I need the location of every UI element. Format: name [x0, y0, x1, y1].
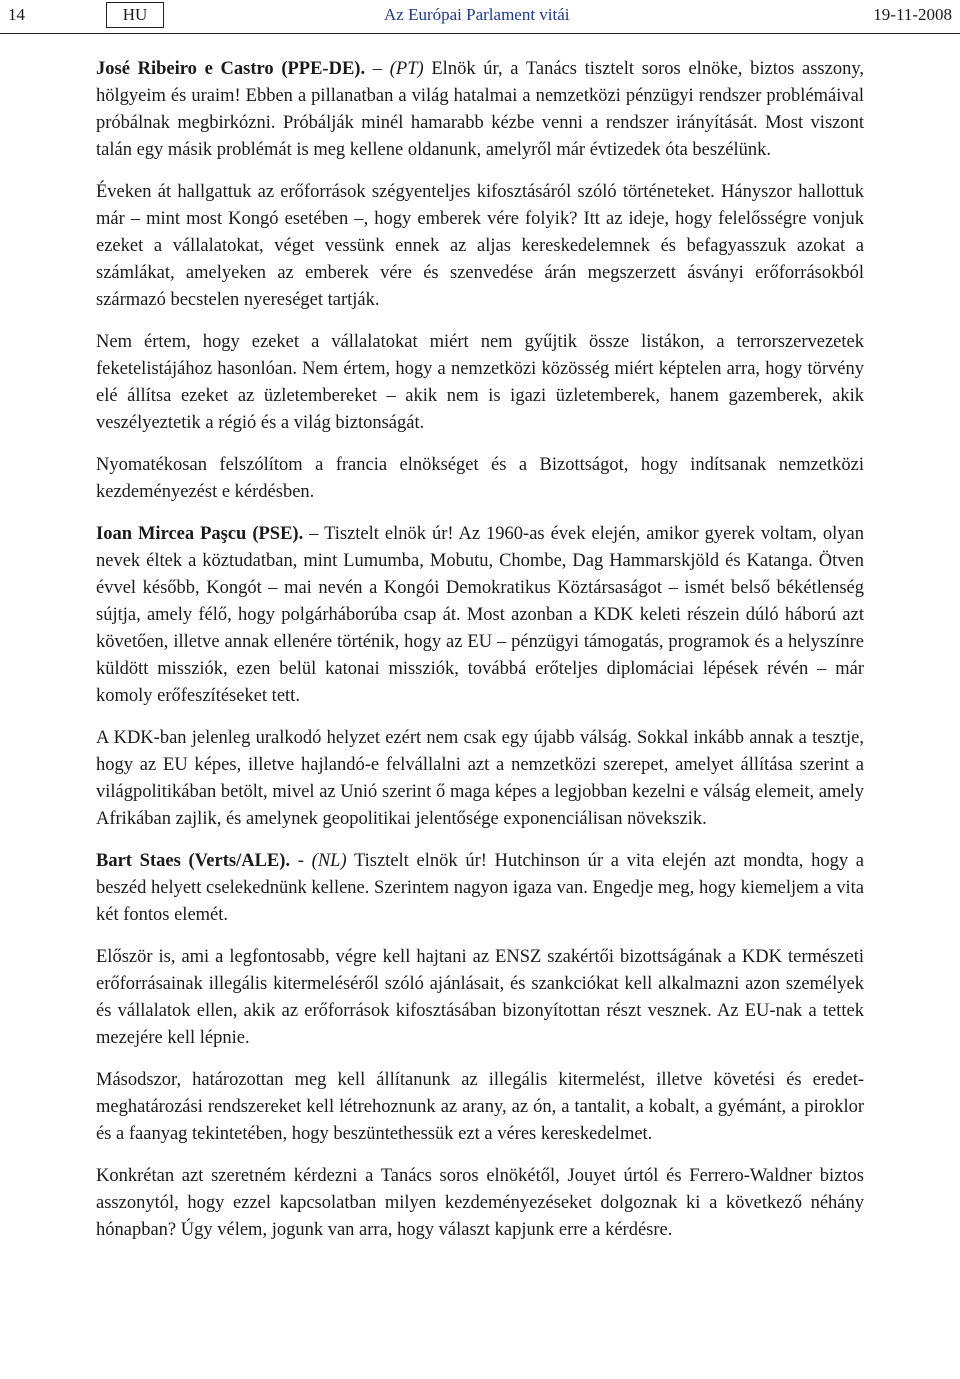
- paragraph-text: Nem értem, hogy ezeket a vállalatokat miért nem gyűjtik össze listákon, a terrorszervezetek feketelistájához hasonlóan. Nem értem, hogy a nemzetközi közösség miért képtelen arra, hogy törvény elé állítsa ezeket az üzletembereket – akik nem is igazi üzletemberek, hanem gazemberek, akik veszélyeztetik a régió és a világ biztonságát.: [96, 332, 864, 433]
- language-tag: (PT): [389, 59, 424, 79]
- speaker-name: Bart Staes (Verts/ALE).: [96, 851, 291, 871]
- separator: –: [365, 59, 390, 79]
- paragraph-text: Tisztelt elnök úr! Az 1960-as évek elején, amikor gyerek voltam, olyan nevek éltek a köztudatban, mint Lumumba, Mobutu, Chombe, Dag Hammarskjöld és Katanga. Ötven évvel később, Kongót – mai nevén a Kongói Demokratikus Köztársaságot – ismét belső békétlenség sújtja, amely félő, hogy polgárháborúba csap át. Most azonban a KDK keleti részein dúló háború azt követően, illetve annak ellenére történik, hogy az EU – pénzügyi támogatás, programok és a helyszínre küldött missziók, ezen belül katonai missziók, továbbá erőteljes diplomáciai lépések révén – már komoly erőfeszítéseket tett.: [96, 524, 865, 706]
- paragraph: [96, 329, 864, 437]
- publication-title: Az Európai Parlament vitái: [384, 5, 570, 24]
- document-body: [96, 56, 864, 1259]
- paragraph: [96, 179, 864, 314]
- paragraph: [96, 452, 864, 506]
- paragraph-text: Először is, ami a legfontosabb, végre kell hajtani az ENSZ szakértői bizottságának a KDK természeti erőforrásainak illegális kitermeléséről szóló ajánlásait, és szankciókat kell alkalmazni azon személyek és vállalatok ellen, akik az erőforrások kifosztásában bizonyítottan részt vesznek. Az EU-nak a tettek mezejére kell lépnie.: [96, 947, 864, 1048]
- publication-date: 19-11-2008: [873, 5, 952, 24]
- paragraph-text: Nyomatékosan felszólítom a francia elnökséget és a Bizottságot, hogy indítsanak nemzetközi kezdeményezést e kérdésben.: [96, 455, 864, 502]
- speaker-name: José Ribeiro e Castro (PPE-DE).: [96, 59, 366, 79]
- paragraph-text: A KDK-ban jelenleg uralkodó helyzet ezért nem csak egy újabb válság. Sokkal inkább annak a tesztje, hogy az EU képes, illetve hajlandó-e felvállalni azt a nemzetközi szerepet, amelyet állítása szerint a világpolitikában betölt, mivel az Unió szerint ő maga képes a legjobban kezelni e válság elemeit, amely Afrikában zajlik, és amelynek geopolitikai jelentősége exponenciálisan növekszik.: [96, 728, 864, 829]
- paragraph: [96, 1067, 864, 1148]
- paragraph: [96, 848, 864, 929]
- paragraph-text: Konkrétan azt szeretném kérdezni a Tanács soros elnökétől, Jouyet úrtól és Ferrero-Waldner biztos asszonytól, hogy ezzel kapcsolatban milyen kezdeményezéseket dolgoznak ki a következő néhány hónapban? Úgy vélem, jogunk van arra, hogy választ kapjunk erre a kérdésre.: [96, 1166, 864, 1240]
- paragraph-text: Másodszor, határozottan meg kell állítanunk az illegális kitermelést, illetve követési és eredet-meghatározási rendszereket kell létrehoznunk az arany, az ón, a tantalit, a kobalt, a gyémánt, a piroklor és a faanyag tekintetében, hogy beszüntethessük ezt a véres kereskedelmet.: [96, 1070, 864, 1144]
- paragraph: [96, 944, 864, 1052]
- header-divider: [0, 33, 960, 34]
- paragraph-text: Elnök úr, a Tanács tisztelt soros elnöke, biztos asszony, hölgyeim és uraim! Ebben a pillanatban a világ hatalmai a nemzetközi pénzügyi rendszer problémáival próbálnak megbirkózni. Próbálják minél hamarabb kézbe venni a rendszer irányítását. Most viszont talán egy másik problémát is meg kellene oldanunk, amelyről már évtizedek óta beszélünk.: [96, 59, 865, 160]
- paragraph: [96, 1163, 864, 1244]
- separator: -: [290, 851, 312, 871]
- paragraph: [96, 521, 864, 710]
- paragraph-text: Éveken át hallgattuk az erőforrások szégyenteljes kifosztásáról szóló történeteket. Hányszor hallottuk már – mint most Kongó esetében –, hogy emberek vére folyik? Itt az ideje, hogy felelősségre vonjuk ezeket a vállalatokat, véget vessünk ennek az aljas kereskedelemnek és befagyasszuk azokat a számlákat, amelyeken az emberek vére és szenvedése árán megszerzett ásványi erőforrásokból származó becstelen nyereséget tartják.: [96, 182, 864, 310]
- speaker-name: Ioan Mircea Paşcu (PSE).: [96, 524, 304, 544]
- language-tag: (NL): [311, 851, 347, 871]
- paragraph-text: Tisztelt elnök úr! Hutchinson úr a vita elején azt mondta, hogy a beszéd helyett cselekednünk kellene. Szerintem nagyon igaza van. Engedje meg, hogy kiemeljem a vita két fontos elemét.: [96, 851, 865, 925]
- separator: –: [303, 524, 325, 544]
- paragraph: [96, 56, 864, 164]
- paragraph: [96, 725, 864, 833]
- page-number: 14: [8, 5, 25, 24]
- language-badge: HU: [106, 2, 164, 28]
- page-header: [0, 0, 960, 36]
